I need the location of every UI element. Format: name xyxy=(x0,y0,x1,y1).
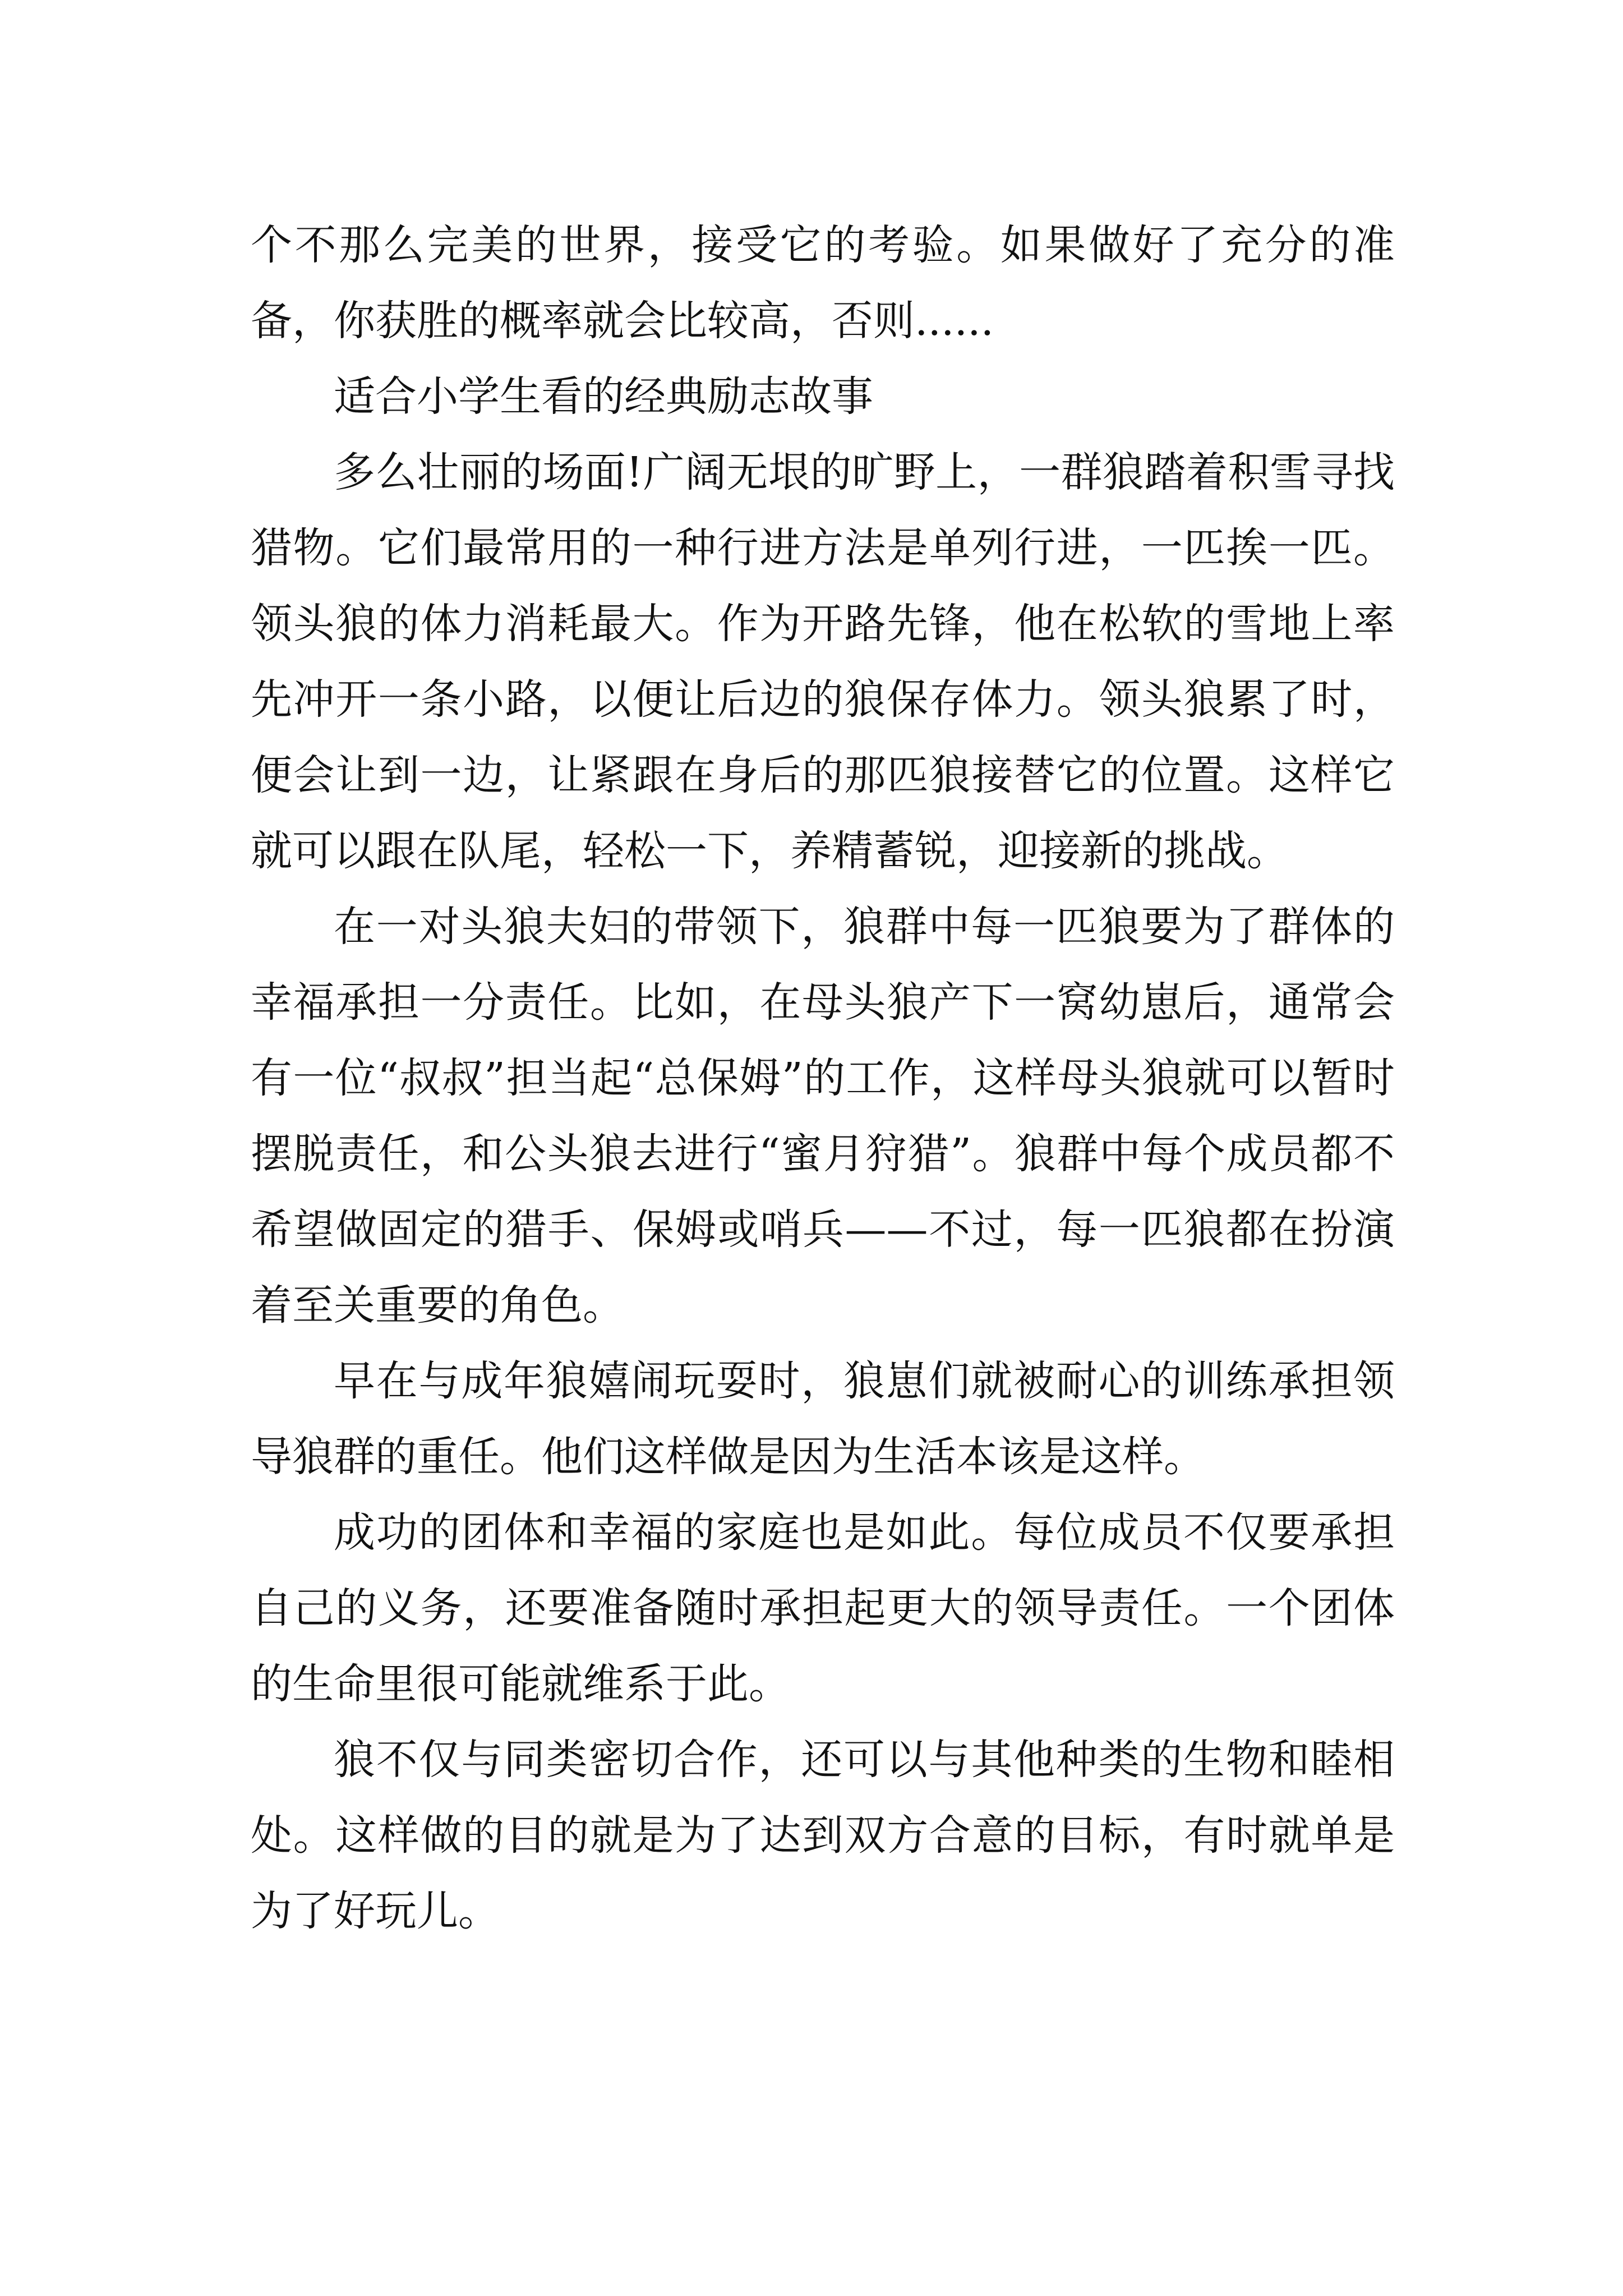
paragraph-continued: 个不那么完美的世界，接受它的考验。如果做好了充分的准备，你获胜的概率就会比较高，否则...... xyxy=(251,221,1395,345)
paragraph-pack-responsibility: 在一对头狼夫妇的带领下，狼群中每一匹狼要为了群体的幸福承担一分责任。比如，在母头狼产下一窝幼崽后，通常会有一位“叔叔”担当起“总保姆”的工作，这样母头狼就可以暂时摆脱责任，和公头狼去进行“蜜月狩猎”。狼群中每个成员都不希望做固定的猎手、保姆或哨兵——不过，每一匹狼都在扮演着至关重要的角色。 xyxy=(251,903,1395,1329)
paragraph-cooperation: 狼不仅与同类密切合作，还可以与其他种类的生物和睦相处。这样做的目的就是为了达到双方合意的目标，有时就单是为了好玩儿。 xyxy=(251,1736,1395,1935)
paragraph-cub-training: 早在与成年狼嬉闹玩耍时，狼崽们就被耐心的训练承担领导狼群的重任。他们这样做是因为生活本该是这样。 xyxy=(251,1357,1395,1481)
paragraph-team-family: 成功的团体和幸福的家庭也是如此。每位成员不仅要承担自己的义务，还要准备随时承担起更大的领导责任。一个团体的生命里很可能就维系于此。 xyxy=(251,1508,1395,1708)
body-text xyxy=(251,208,1395,1949)
story-title: 适合小学生看的经典励志故事 xyxy=(334,372,873,421)
paragraph-wolf-pack-march: 多么壮丽的场面!广阔无垠的旷野上，一群狼踏着积雪寻找猎物。它们最常用的一种行进方法是单列行进，一匹挨一匹。领头狼的体力消耗最大。作为开路先锋，他在松软的雪地上率先冲开一条小路，以便让后边的狼保存体力。领头狼累了时，便会让到一边，让紧跟在身后的那匹狼接替它的位置。这样它就可以跟在队尾，轻松一下，养精蓄锐，迎接新的挑战。 xyxy=(251,448,1395,875)
